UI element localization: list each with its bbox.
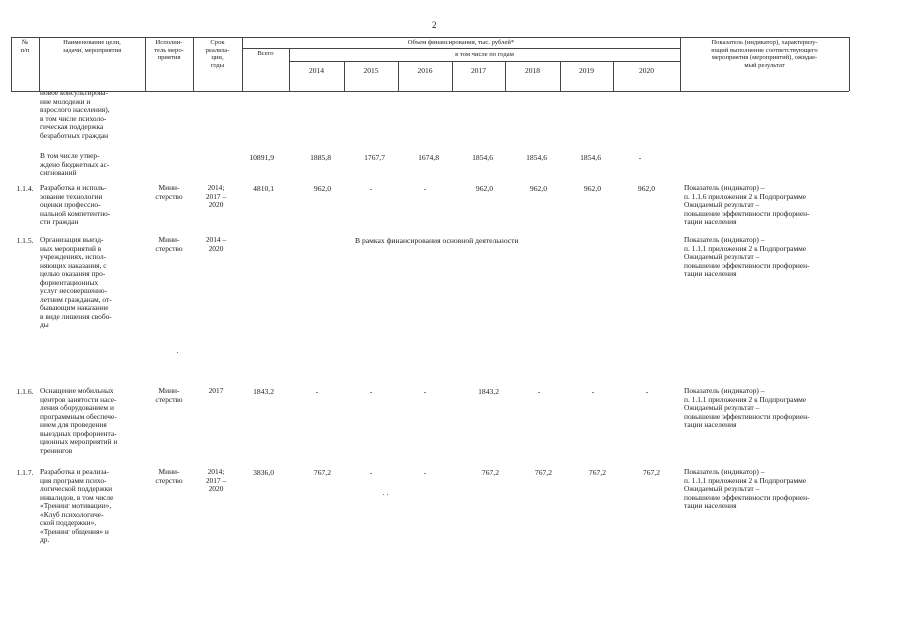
row-number: 1.1.4. [16,184,34,193]
row-value: - [537,387,541,396]
row-value: - [369,184,373,193]
row-value: - [423,387,427,396]
budget-value: 1854,6 [472,153,493,162]
row-value: 767,2 [313,468,331,477]
header-indicator: Показатель (индикатор), характеризу- ющий выполнение соответствующего мероприятия (мероприятий), ожидае- мый результат [711,39,818,69]
row-total: 3836,0 [253,468,274,477]
row-name: Оснащение мобильных центров занятости насе- ления оборудованием и программным обеспече- нием для проведения выездных профориента- ционных мероприятий и тренингов [40,386,118,455]
row-value: 962,0 [583,184,601,193]
budget-value: 1767,7 [364,153,385,162]
scan-speck [387,494,388,495]
row-funding-note: В рамках финансирования основной деятельности [355,236,519,245]
row-name: Разработка и исполь- зование технологии оценки профессио- нальной компетентно- сти граждан [40,183,111,227]
row-value: 962,0 [529,184,547,193]
year-header: 2018 [525,66,540,75]
header-by-years: в том числе по годам [455,51,514,58]
row-value: 962,0 [637,184,655,193]
budget-value: 1674,8 [418,153,439,162]
page-number: 2 [432,20,437,30]
row-term: 2014 – 2020 [205,235,227,253]
row-indicator: Показатель (индикатор) – п. 1.1.1 приложения 2 к Подпрограмме Ожидаемый результат – повышение эффективности профориен- тации населения [684,235,810,279]
year-header: 2015 [363,66,379,75]
row-indicator: Показатель (индикатор) – п. 1.1.1 приложения 2 к Подпрограмме Ожидаемый результат – повышение эффективности профориен- тации населения [684,467,810,511]
scan-speck [383,494,384,495]
header-name: Наименование цели, задачи, мероприятия [62,39,122,54]
row-indicator: Показатель (индикатор) – п. 1.1.1 приложения 2 к Подпрограмме Ожидаемый результат – повышение эффективности профориен- тации населения [684,386,810,430]
scan-speck [177,352,178,353]
year-header: 2014 [309,66,324,75]
row-value: 767,2 [642,468,660,477]
row-value: 1843,2 [478,387,499,396]
row-value: 962,0 [313,184,331,193]
row-value: - [423,468,427,477]
row-term: 2014; 2017 – 2020 [205,183,227,210]
row-value: - [591,387,595,396]
row-value: - [645,387,649,396]
row-value: 767,2 [534,468,552,477]
header-executor: Исполни- тель меро- приятия [154,39,184,62]
row-total: 1843,2 [253,387,274,396]
header-term: Срок реализа- ции, годы [205,39,230,69]
row-executor: Мини- стерство [155,235,183,253]
year-header: 2020 [639,66,654,75]
year-header: 2017 [471,66,486,75]
row-total: 4810,1 [253,184,274,193]
row-number: 1.1.7. [16,468,34,477]
row-number: 1.1.5. [16,236,34,245]
header-funding: Объем финансирования, тыс. рублей* [407,39,515,46]
row-executor: Мини- стерство [155,183,183,201]
row-value: - [423,184,427,193]
row-term: 2017 [208,386,224,395]
row-value: 767,2 [588,468,606,477]
table-header [11,37,849,91]
budget-total: 10891,9 [249,153,274,162]
row-term: 2014; 2017 – 2020 [205,467,227,494]
row-name: Разработка и реализа- ция программ психо- логической поддержки инвалидов, в том числе «Тренинг мотивации», «Клуб психологиче- ской поддержки», «Тренинг общения» и др. [40,467,114,545]
row-value: - [315,387,319,396]
header-total: Всего [257,50,274,57]
row-executor: Мини- стерство [155,386,183,404]
budget-value: 1854,6 [580,153,601,162]
row-value: - [369,468,373,477]
row-executor: Мини- стерство [155,467,183,485]
budget-value: 1854,6 [526,153,547,162]
row-value: 962,0 [475,184,493,193]
budget-value: - [638,153,642,162]
row-value: - [369,387,373,396]
budget-value: 1885,8 [310,153,331,162]
year-header: 2016 [417,66,433,75]
row-indicator: Показатель (индикатор) – п. 1.1.6 приложения 2 к Подпрограмме Ожидаемый результат – повышение эффективности профориен- тации населения [684,183,810,227]
row-number: 1.1.6. [16,387,34,396]
year-header: 2019 [579,66,594,75]
row-value: 767,2 [481,468,499,477]
row-name: Организация выезд- ных мероприятий в учреждениях, испол- няющих наказания, с целью оказания про- фориентационных услуг несовершенно- летним гражданам, от- бывающим наказание в виде лишения свобо- ды [40,235,112,330]
continuation-text: новое консультирова- ние молодежи и взрослого населения), в том числе психоло- гическая поддержка безработных граждан [40,88,110,140]
budget-label: В том числе утвер- ждено бюджетных ас- сигнований [40,151,110,178]
header-num: № п/п [20,39,30,54]
